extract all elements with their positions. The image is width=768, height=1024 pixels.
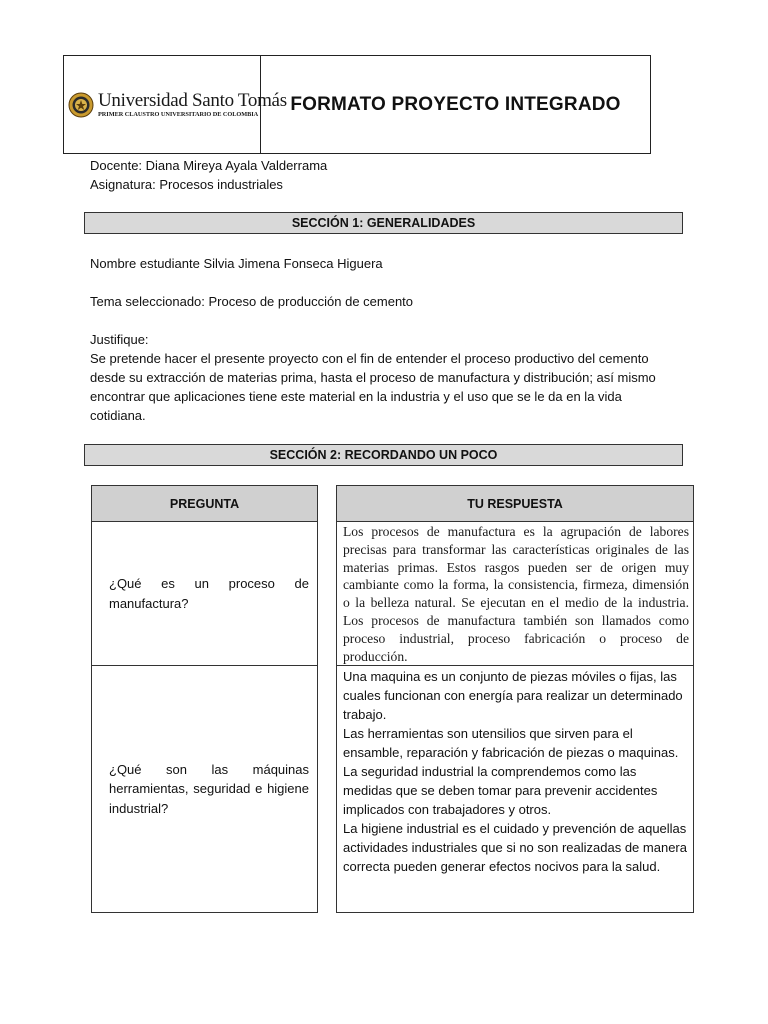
section-1-bar: SECCIÓN 1: GENERALIDADES <box>84 212 683 234</box>
topic-line: Tema seleccionado: Proceso de producción de cemento <box>90 294 414 309</box>
answer-1: Los procesos de manufactura es la agrupación de labores precisas para transformar las características originales de las materias primas. Estos rasgos pueden ser de origen muy cambiante como la forma, la consistencia, firmeza, dimensión o la belleza natural. Se ejecutan en el medio de la industria. Los procesos de manufactura también son llamados como proceso industrial, proceso fabricación o proceso de producción. <box>343 524 689 664</box>
answer-cell-1 <box>336 521 694 666</box>
justify-label: Justifique: <box>90 332 149 347</box>
docente-line: Docente: Diana Mireya Ayala Valderrama <box>90 158 328 173</box>
answer-cell-2 <box>336 665 694 913</box>
university-seal-icon <box>68 92 94 118</box>
justify-text: Se pretende hacer el presente proyecto con el fin de entender el proceso productivo del cemento desde su extracción de materias prima, hasta el proceso de manufactura y distribución; así mismo encontrar que aplicaciones tiene este material en la industria y el uso que se le da en la vida cotidiana. <box>90 351 656 423</box>
answer-2-paragraph: Una maquina es un conjunto de piezas móviles o fijas, las cuales funcionan con energía para realizar un determinado trabajo. <box>343 669 683 722</box>
asignatura-line: Asignatura: Procesos industriales <box>90 177 283 192</box>
section-2-bar: SECCIÓN 2: RECORDANDO UN POCO <box>84 444 683 466</box>
student-name-line: Nombre estudiante Silvia Jimena Fonseca Higuera <box>90 256 383 271</box>
answer-2-paragraph: La seguridad industrial la comprendemos como las medidas que se deben tomar para prevenir accidentes implicados con trabajadores y otros. <box>343 764 658 817</box>
university-name: Universidad Santo Tomás <box>98 89 287 111</box>
university-subtitle: PRIMER CLAUSTRO UNIVERSITARIO DE COLOMBIA <box>98 110 259 118</box>
university-logo <box>64 56 287 153</box>
question-1: ¿Qué es un proceso de manufactura? <box>109 576 309 611</box>
question-cell-2 <box>91 665 318 913</box>
answer-2-paragraph: Las herramientas son utensilios que sirven para el ensamble, reparación y fabricación de piezas o maquinas. <box>343 726 679 760</box>
column-header-answer: TU RESPUESTA <box>336 485 694 522</box>
question-cell-1 <box>91 521 318 666</box>
column-header-question: PREGUNTA <box>91 485 318 522</box>
question-2: ¿Qué son las máquinas herramientas, seguridad e higiene industrial? <box>109 761 309 816</box>
document-header <box>63 55 651 154</box>
document-title: FORMATO PROYECTO INTEGRADO <box>290 93 621 115</box>
answer-2-paragraph: La higiene industrial es el cuidado y prevención de aquellas actividades industriales que si no son realizadas de manera correcta pueden generar efectos nocivos para la salud. <box>343 821 687 874</box>
